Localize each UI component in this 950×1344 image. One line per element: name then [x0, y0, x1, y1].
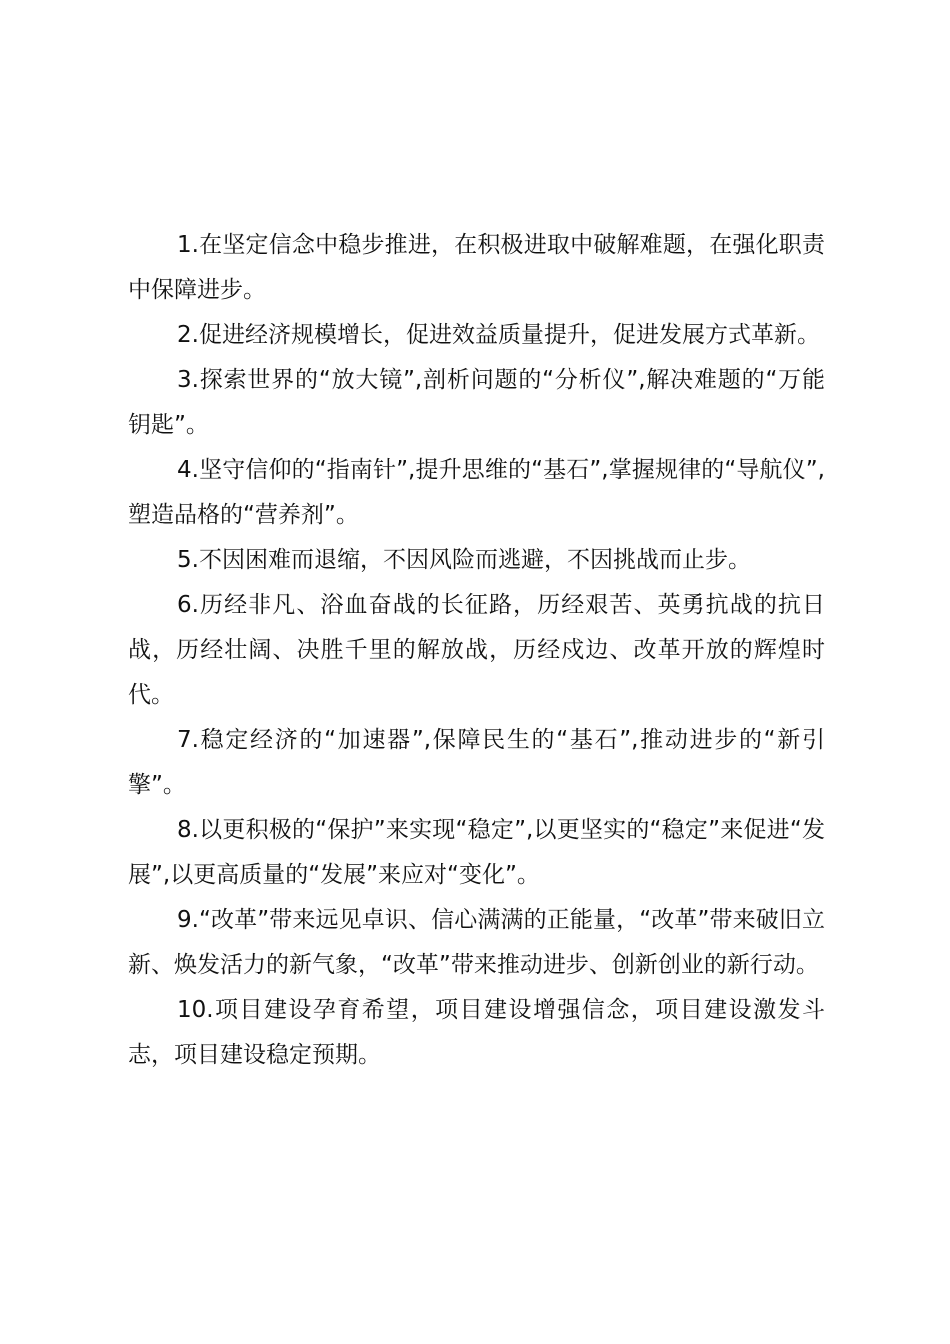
paragraph-2: 2.促进经济规模增长，促进效益质量提升，促进发展方式革新。	[177, 322, 820, 348]
paragraph-6: 6.历经非凡、浴血奋战的长征路，历经艰苦、英勇抗战的抗日战，历经壮阔、决胜千里的解放战，历经戍边、改革开放的辉煌时代。	[128, 592, 825, 708]
document-body	[128, 223, 825, 1078]
paragraph-3: 3.探索世界的“放大镜”,剖析问题的“分析仪”,解决难题的“万能钥匙”。	[128, 367, 825, 438]
paragraph-1: 1.在坚定信念中稳步推进，在积极进取中破解难题，在强化职责中保障进步。	[128, 232, 825, 303]
paragraph-9: 9.“改革”带来远见卓识、信心满满的正能量，“改革”带来破旧立新、焕发活力的新气象，“改革”带来推动进步、创新创业的新行动。	[128, 907, 825, 978]
paragraph-5: 5.不因困难而退缩，不因风险而逃避，不因挑战而止步。	[177, 547, 751, 573]
paragraph-4: 4.坚守信仰的“指南针”,提升思维的“基石”,掌握规律的“导航仪”,塑造品格的“营养剂”。	[128, 457, 825, 528]
paragraph-8: 8.以更积极的“保护”来实现“稳定”,以更坚实的“稳定”来促进“发展”,以更高质量的“发展”来应对“变化”。	[128, 817, 825, 888]
paragraph-7: 7.稳定经济的“加速器”,保障民生的“基石”,推动进步的“新引擎”。	[128, 727, 825, 798]
paragraph-10: 10.项目建设孕育希望，项目建设增强信念，项目建设激发斗志，项目建设稳定预期。	[128, 997, 825, 1068]
